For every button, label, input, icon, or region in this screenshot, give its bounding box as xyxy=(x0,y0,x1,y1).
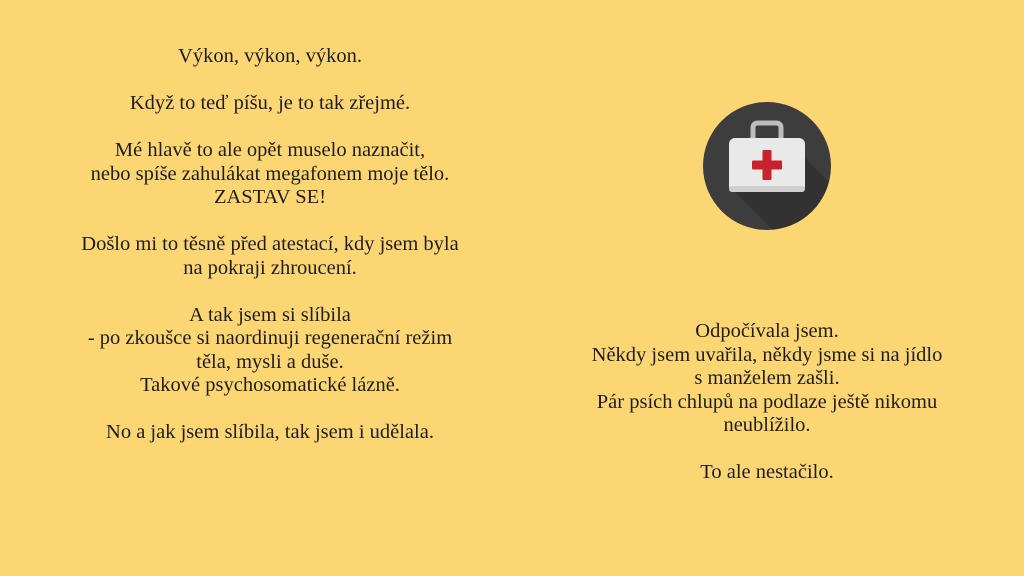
spacer xyxy=(20,210,520,234)
paragraph-body-line-1: Mé hlavě to ale opět muselo naznačit, xyxy=(114,139,426,161)
spacer xyxy=(512,438,1022,462)
paragraph-done: No a jak jsem slíbila, tak jsem i udělala. xyxy=(106,421,434,443)
paragraph-promise-line-4: Takové psychosomatické lázně. xyxy=(140,374,400,396)
paragraph-exam-line-2: na pokraji zhroucení. xyxy=(183,256,357,279)
paragraph-promise-line-1: A tak jsem si slíbila xyxy=(189,303,351,326)
right-text-block xyxy=(512,320,1022,485)
paragraph-obvious: Když to teď píšu, je to tak zřejmé. xyxy=(129,92,411,114)
paragraph-performance: Výkon, výkon, výkon. xyxy=(178,45,362,67)
paragraph-not-enough: To ale nestačilo. xyxy=(700,461,834,483)
paragraph-rested: Odpočívala jsem. xyxy=(695,320,839,342)
paragraph-dog-hair-line-2: neublížilo. xyxy=(723,414,811,436)
paragraph-exam-line-1: Došlo mi to těsně před atestací, kdy jsem byla xyxy=(81,233,459,255)
paragraph-cooking-line-2: s manželem zašli. xyxy=(694,367,840,389)
paragraph-body-line-3: ZASTAV SE! xyxy=(213,186,327,208)
first-aid-kit-icon xyxy=(703,102,831,230)
paragraph-promise-line-2: - po zkoušce si naordinuji regenerační režim xyxy=(87,327,453,349)
spacer xyxy=(20,280,520,304)
paragraph-promise-line-3: těla, mysli a duše. xyxy=(196,350,344,373)
left-text-block xyxy=(20,45,520,445)
paragraph-body-line-2: nebo spíše zahulákat megafonem moje tělo. xyxy=(90,162,450,185)
paragraph-cooking-line-1: Někdy jsem uvařila, někdy jsme si na jídlo xyxy=(591,343,943,366)
spacer xyxy=(20,116,520,140)
spacer xyxy=(20,69,520,93)
case-body-shade xyxy=(729,186,805,192)
paragraph-dog-hair-line-1: Pár psích chlupů na podlaze ještě nikomu xyxy=(596,390,938,413)
spacer xyxy=(20,398,520,422)
